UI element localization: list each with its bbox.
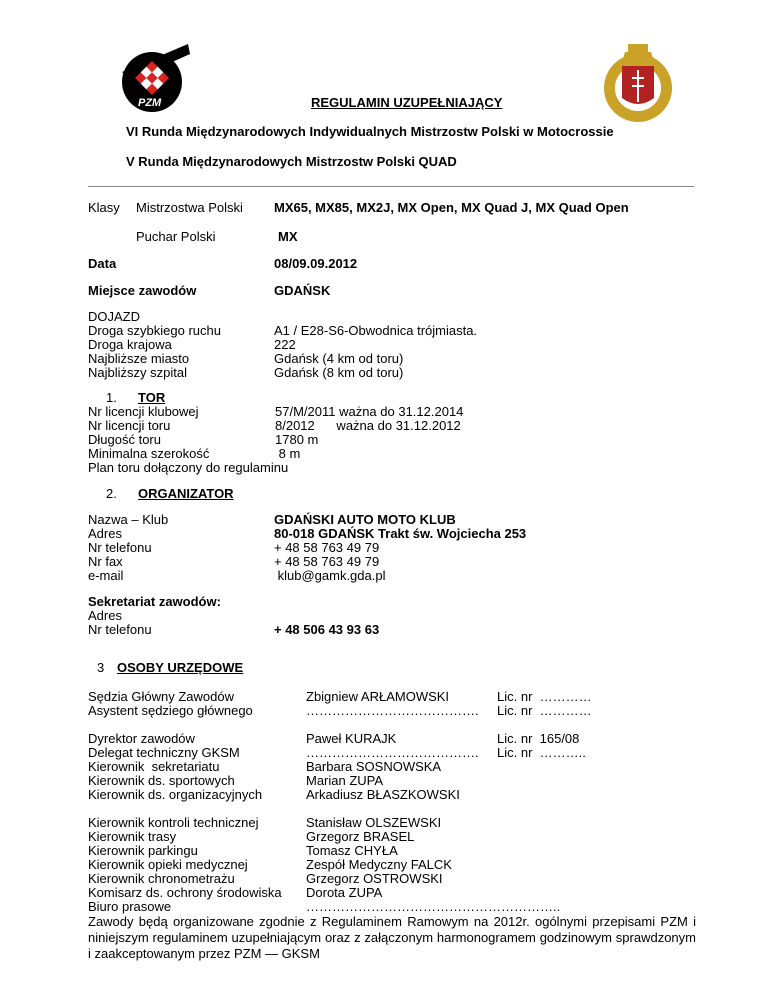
classes-mp-label: Mistrzostwa Polski: [136, 200, 243, 215]
official-name: Zespół Medyczny FALCK: [306, 857, 452, 872]
document-title: REGULAMIN UZUPEŁNIAJĄCY: [311, 95, 503, 110]
track-label: Nr licencji toru: [88, 418, 171, 433]
organizer-label: Nr fax: [88, 554, 123, 569]
access-label: Najbliższy szpital: [88, 365, 187, 380]
access-value: 222: [274, 337, 296, 352]
date-value: 08/09.09.2012: [274, 256, 358, 271]
organizer-label: Nazwa – Klub: [88, 512, 169, 527]
secretariat-heading: Sekretariat zawodów:: [88, 594, 221, 609]
divider: [88, 186, 694, 187]
official-label: Kierownik opieki medycznej: [88, 857, 248, 872]
official-name: Grzegorz BRASEL: [306, 829, 415, 844]
subtitle-1: VI Runda Międzynarodowych Indywidualnych Mistrzostw Polski w Motocrossie: [126, 124, 614, 139]
official-label: Komisarz ds. ochrony środowiska: [88, 885, 282, 900]
track-value: 1780 m: [275, 432, 319, 447]
official-label: Kierownik ds. sportowych: [88, 773, 235, 788]
pzm-logo: [112, 40, 192, 116]
organizer-label: e-mail: [88, 568, 124, 583]
official-label: Asystent sędziego głównego: [88, 703, 253, 718]
organizer-value: + 48 58 763 49 79: [274, 554, 380, 569]
track-heading: TOR: [138, 390, 166, 405]
venue-value: GDAŃSK: [274, 283, 331, 298]
official-label: Biuro prasowe: [88, 899, 172, 914]
official-label: Kierownik kontroli technicznej: [88, 815, 259, 830]
access-label: Droga szybkiego ruchu: [88, 323, 221, 338]
organizer-label: Adres: [88, 526, 122, 541]
official-label: Kierownik sekretariatu: [88, 759, 220, 774]
organizer-value: GDAŃSKI AUTO MOTO KLUB: [274, 512, 456, 527]
track-value: 8 m: [275, 446, 301, 461]
secretariat-address-label: Adres: [88, 608, 122, 623]
subtitle-2: V Runda Międzynarodowych Mistrzostw Polski QUAD: [126, 154, 457, 169]
official-name: Barbara SOSNOWSKA: [306, 759, 442, 774]
access-value: Gdańsk (4 km od toru): [274, 351, 404, 366]
official-label: Kierownik chronometrażu: [88, 871, 235, 886]
official-name: ………………………………….: [306, 703, 479, 718]
official-label: Delegat techniczny GKSM: [88, 745, 240, 760]
official-license: Lic. nr …………: [497, 689, 592, 704]
organizer-heading: ORGANIZATOR: [138, 486, 234, 501]
secretariat-phone-label: Nr telefonu: [88, 622, 152, 637]
classes-pp-label: Puchar Polski: [136, 229, 216, 244]
officials-number: 3: [97, 660, 105, 675]
organizer-number: 2.: [106, 486, 117, 501]
organizer-label: Nr telefonu: [88, 540, 152, 555]
track-label: Długość toru: [88, 432, 161, 447]
official-name: Zbigniew ARŁAMOWSKI: [306, 689, 450, 704]
closing-paragraph: Zawody będą organizowane zgodnie z Regulaminem Ramowym na 2012r. ogólnymi przepisami PZM i niniejszym regulaminem uzupełniającym oraz z załączonym harmonogramem godzinowym sprawdzonym i zaakceptowanym przez PZM — GKSM: [88, 914, 696, 961]
track-value: 57/M/2011 ważna do 31.12.2014: [275, 404, 464, 419]
official-name: ………………………………….: [306, 745, 479, 760]
access-value: Gdańsk (8 km od toru): [274, 365, 404, 380]
track-value: 8/2012 ważna do 31.12.2012: [275, 418, 461, 433]
official-name: Paweł KURAJK: [306, 731, 397, 746]
official-name: Stanisław OLSZEWSKI: [306, 815, 442, 830]
official-license: Lic. nr …………: [497, 703, 592, 718]
official-name: Marian ZUPA: [306, 773, 384, 788]
svg-text:PZM: PZM: [138, 97, 162, 109]
gamk-logo: [598, 38, 678, 128]
classes-pp-value: MX: [278, 229, 298, 244]
track-label: Minimalna szerokość: [88, 446, 210, 461]
track-note: Plan toru dołączony do regulaminu: [88, 460, 289, 475]
venue-label: Miejsce zawodów: [88, 283, 197, 298]
official-license: Lic. nr ………..: [497, 745, 586, 760]
official-name: …………………………………………………..: [306, 899, 561, 914]
track-label: Nr licencji klubowej: [88, 404, 199, 419]
organizer-value: + 48 58 763 49 79: [274, 540, 380, 555]
organizer-value: 80-018 GDAŃSK Trakt św. Wojciecha 253: [274, 526, 527, 541]
official-name: Grzegorz OSTROWSKI: [306, 871, 443, 886]
official-label: Sędzia Główny Zawodów: [88, 689, 234, 704]
official-name: Tomasz CHYŁA: [306, 843, 398, 858]
access-label: Najbliższe miasto: [88, 351, 190, 366]
classes-label: Klasy: [88, 200, 120, 215]
access-heading: DOJAZD: [88, 309, 140, 324]
official-label: Dyrektor zawodów: [88, 731, 195, 746]
official-name: Dorota ZUPA: [306, 885, 383, 900]
date-label: Data: [88, 256, 117, 271]
official-license: Lic. nr 165/08: [497, 731, 580, 746]
email-link[interactable]: klub@gamk.gda.pl: [274, 568, 386, 583]
classes-mp-value: MX65, MX85, MX2J, MX Open, MX Quad J, MX Quad Open: [274, 200, 629, 215]
official-label: Kierownik parkingu: [88, 843, 198, 858]
official-label: Kierownik trasy: [88, 829, 177, 844]
access-label: Droga krajowa: [88, 337, 172, 352]
track-number: 1.: [106, 390, 117, 405]
secretariat-phone-value: + 48 506 43 93 63: [274, 622, 380, 637]
official-name: Arkadiusz BŁASZKOWSKI: [306, 787, 460, 802]
officials-heading: OSOBY URZĘDOWE: [117, 660, 244, 675]
access-value: A1 / E28-S6-Obwodnica trójmiasta.: [274, 323, 478, 338]
official-label: Kierownik ds. organizacyjnych: [88, 787, 263, 802]
